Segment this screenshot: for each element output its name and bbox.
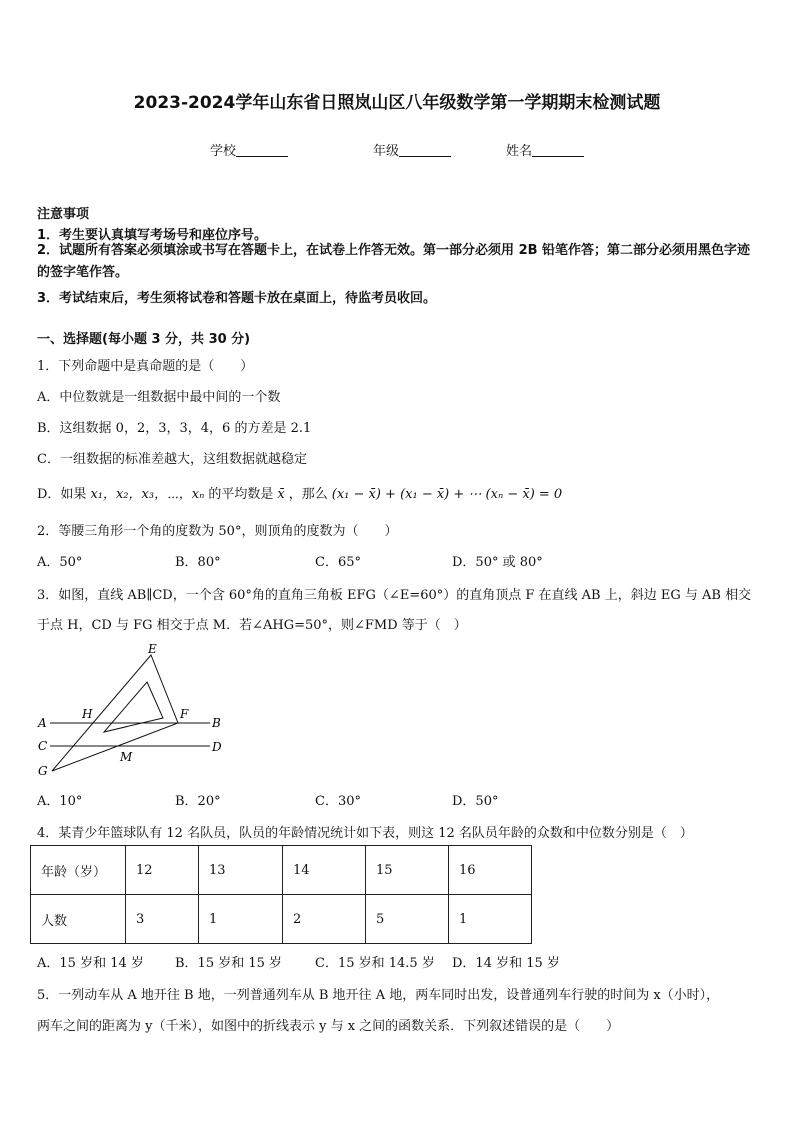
table-cell: 人数	[31, 895, 126, 944]
question-3-stem: 3．如图，直线 AB∥CD，一个含 60°角的直角三角板 EFG（∠E=60°）的直角顶点 F 在直线 AB 上，斜边 EG 与 AB 相交	[37, 588, 752, 603]
question-2-stem: 2．等腰三角形一个角的度数为 50°，则顶角的度数为（ ）	[37, 524, 398, 539]
age-table	[30, 845, 532, 944]
label-g: G	[38, 764, 48, 778]
note-item: 2．试题所有答案必须填涂或书写在答题卡上，在试卷上作答无效。第一部分必须用 2B 铅笔作答；第二部分必须用黑色字迹的签字笔作答。	[37, 243, 751, 280]
q3-option-c: C．30°	[315, 794, 361, 809]
name-field	[506, 140, 584, 159]
table-cell: 13	[199, 846, 283, 895]
triangle-inner	[104, 682, 163, 732]
school-field	[210, 140, 288, 159]
table-cell: 2	[283, 895, 366, 944]
q1-d-expression: (x₁ − x̄) + (x₁ − x̄) + ⋯ (xₙ − x̄) = 0	[331, 487, 563, 502]
school-blank	[236, 144, 288, 157]
q1-d-mid: 的平均数是	[208, 487, 274, 502]
table-cell: 16	[449, 846, 532, 895]
name-blank	[532, 144, 584, 157]
table-cell: 年龄（岁）	[31, 846, 126, 895]
q2-option-c: C．65°	[315, 555, 361, 570]
notes-heading: 注意事项	[37, 207, 90, 222]
table-cell: 3	[126, 895, 199, 944]
q2-option-b: B．80°	[175, 555, 221, 570]
q1-option-b: B．这组数据 0，2，3，3，4，6 的方差是 2.1	[37, 421, 312, 436]
table-cell: 1	[449, 895, 532, 944]
grade-field	[373, 140, 451, 159]
section-heading: 一、选择题(每小题 3 分，共 30 分)	[37, 332, 251, 347]
q1-d-comma: ，那么	[288, 487, 328, 502]
q2-option-d: D．50° 或 80°	[452, 555, 543, 570]
q4-option-a: A．15 岁和 14 岁	[37, 956, 144, 971]
q1-option-d	[37, 483, 562, 502]
q4-option-b: B．15 岁和 15 岁	[175, 956, 283, 971]
table-cell: 5	[366, 895, 449, 944]
question-1-stem: 1．下列命题中是真命题的是（ ）	[37, 359, 254, 374]
table-row	[31, 895, 532, 944]
grade-label: 年级	[373, 144, 400, 159]
q3-option-b: B．20°	[175, 794, 221, 809]
school-label: 学校	[210, 144, 237, 159]
q1-d-variables: x₁，x₂，x₃，⋯，xₙ	[90, 487, 205, 502]
q1-d-prefix: D．如果	[37, 487, 87, 502]
label-a: A	[38, 716, 47, 730]
q3-option-d: D．50°	[452, 794, 499, 809]
q3-option-a: A．10°	[37, 794, 83, 809]
question-3-stem-cont: 于点 H，CD 与 FG 相交于点 M．若∠AHG=50°，则∠FMD 等于（ ）	[37, 618, 467, 633]
question-5-stem-cont: 两车之间的距离为 y（千米），如图中的折线表示 y 与 x 之间的函数关系．下列叙述错误的是（ ）	[37, 1019, 620, 1034]
table-cell: 14	[283, 846, 366, 895]
label-m: M	[120, 750, 133, 764]
geometry-figure	[30, 640, 230, 780]
page-title: 2023-2024学年山东省日照岚山区八年级数学第一学期期末检测试题	[133, 93, 661, 113]
q4-option-c: C．15 岁和 14.5 岁	[315, 956, 435, 971]
table-cell: 12	[126, 846, 199, 895]
q1-d-mean: x̄	[277, 487, 285, 502]
grade-blank	[399, 144, 451, 157]
label-b: B	[212, 716, 221, 730]
q1-option-a: A．中位数就是一组数据中最中间的一个数	[37, 390, 281, 405]
name-label: 姓名	[506, 144, 533, 159]
q1-option-c: C．一组数据的标准差越大，这组数据就越稳定	[37, 452, 307, 467]
question-4-stem: 4．某青少年篮球队有 12 名队员，队员的年龄情况统计如下表，则这 12 名队员年龄的众数和中位数分别是（ ）	[37, 826, 693, 841]
label-f: F	[180, 707, 189, 721]
note-item: 1．考生要认真填写考场号和座位序号。	[37, 228, 268, 243]
note-item: 3．考试结束后，考生须将试卷和答题卡放在桌面上，待监考员收回。	[37, 291, 437, 306]
table-cell: 15	[366, 846, 449, 895]
label-d: D	[212, 740, 222, 754]
label-e: E	[148, 642, 157, 656]
table-cell: 1	[199, 895, 283, 944]
q2-option-a: A．50°	[37, 555, 83, 570]
q4-option-d: D．14 岁和 15 岁	[452, 956, 560, 971]
label-c: C	[38, 739, 48, 753]
triangle-outer	[52, 655, 178, 771]
question-5-stem: 5．一列动车从 A 地开往 B 地，一列普通列车从 B 地开往 A 地，两车同时出发，设普通列车行驶的时间为 x（小时），	[37, 988, 720, 1003]
label-h: H	[82, 707, 93, 721]
table-row	[31, 846, 532, 895]
